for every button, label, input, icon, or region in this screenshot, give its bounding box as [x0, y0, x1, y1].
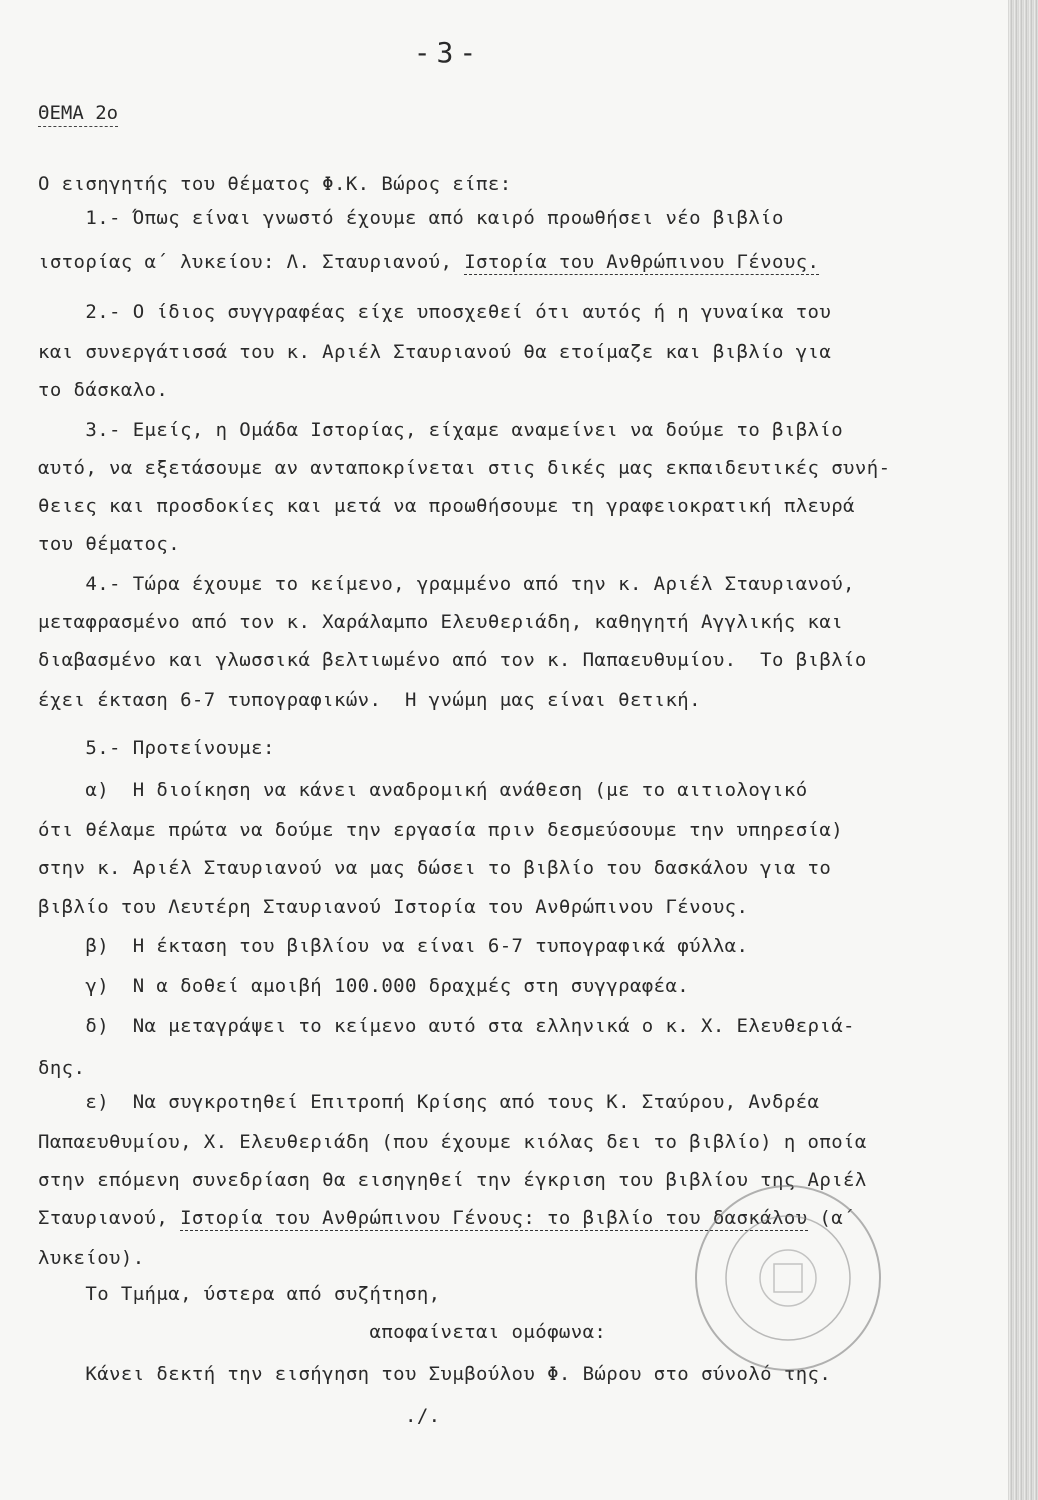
line-text: 4.- Τώρα έχουμε το κείμενο, γραμμένο από την κ. Αριέλ Σταυριανού, [38, 573, 855, 595]
text-line [38, 494, 855, 518]
text-line [38, 340, 831, 364]
line-text: ιστορίας α΄ λυκείου: Λ. Σταυριανού, [38, 251, 465, 273]
text-line [38, 648, 867, 672]
text-line [38, 1056, 85, 1080]
text-line [38, 1404, 441, 1428]
text-line [38, 778, 808, 802]
line-text: ότι θέλαμε πρώτα να δούμε την εργασία πριν δεσμεύσουμε την υπηρεσία) [38, 819, 844, 841]
text-line [38, 856, 831, 880]
line-text: έχει έκταση 6-7 τυπογραφικών. Η γνώμη μας είναι θετική. [38, 689, 701, 711]
text-line [38, 206, 784, 230]
text-line [38, 974, 689, 998]
line-text: β) Η έκταση του βιβλίου να είναι 6-7 τυπογραφικά φύλλα. [38, 935, 749, 957]
line-text: και συνεργάτισσά του κ. Αριέλ Σταυριανού θα ετοίμαζε και βιβλίο για [38, 341, 832, 363]
line-text: θειες και προσδοκίες και μετά να προωθήσουμε τη γραφειοκρατική πλευρά [38, 495, 855, 517]
line-text: Το Τμήμα, ύστερα από συζήτηση, [38, 1283, 441, 1305]
line-text: δης. [38, 1057, 86, 1079]
line-text: ε) Να συγκροτηθεί Επιτροπή Κρίσης από τους Κ. Σταύρου, Ανδρέα [38, 1091, 820, 1113]
line-text: βιβλίο του Λευτέρη Σταυριανού Ιστορία του Ανθρώπινου Γένους. [38, 896, 749, 918]
text-line [38, 895, 748, 919]
text-line [38, 456, 890, 480]
text-line [38, 1282, 441, 1306]
text-line [38, 572, 855, 596]
line-text: ./. [38, 1405, 441, 1427]
text-line [38, 532, 180, 556]
text-line [38, 1090, 819, 1114]
line-text: Ο εισηγητής του θέματος Φ.Κ. Βώρος είπε: [38, 173, 512, 195]
line-text-after: (α΄ [807, 1207, 855, 1229]
line-text: μεταφρασμένο από τον κ. Χαράλαμπο Ελευθεριάδη, καθηγητή Αγγλικής και [38, 611, 844, 633]
underlined-title: Ιστορία του Ανθρώπινου Γένους: το βιβλίο του δασκάλου [180, 1207, 808, 1229]
text-line [38, 1014, 855, 1038]
text-line [38, 1246, 145, 1270]
line-text: στην κ. Αριέλ Σταυριανού να μας δώσει το βιβλίο του δασκάλου για το [38, 857, 832, 879]
text-line [38, 172, 512, 196]
line-text: του θέματος. [38, 533, 181, 555]
text-line [38, 418, 843, 442]
line-text: διαβασμένο και γλωσσικά βελτιωμένο από τον κ. Παπαευθυμίου. Το βιβλίο [38, 649, 867, 671]
line-text: α) Η διοίκηση να κάνει αναδρομική ανάθεση (με το αιτιολογικό [38, 779, 808, 801]
line-text: αυτό, να εξετάσουμε αν ανταποκρίνεται στις δικές μας εκπαιδευτικές συνή- [38, 457, 891, 479]
text-line [38, 250, 819, 274]
official-stamp [688, 1178, 888, 1378]
text-line [38, 1320, 606, 1344]
section-heading: ΘΕΜΑ 2ο [38, 102, 118, 127]
text-line [38, 300, 831, 324]
line-text: στην επόμενη συνεδρίαση θα εισηγηθεί την έγκριση του βιβλίου της Αριέλ [38, 1169, 867, 1191]
line-text: αποφαίνεται ομόφωνα: [38, 1321, 607, 1343]
line-text: γ) Ν α δοθεί αμοιβή 100.000 δραχμές στη συγγραφέα. [38, 975, 690, 997]
book-page-edges [1008, 0, 1038, 1500]
text-line [38, 934, 748, 958]
line-text: Κάνει δεκτή την εισήγηση του Συμβούλου Φ. Βώρου στο σύνολό της. [38, 1363, 832, 1385]
text-line [38, 818, 843, 842]
line-text: Σταυριανού, [38, 1207, 181, 1229]
line-text: το δάσκαλο. [38, 379, 169, 401]
line-text: λυκείου). [38, 1247, 145, 1269]
text-line [38, 610, 843, 634]
text-line [38, 378, 168, 402]
line-text: δ) Να μεταγράψει το κείμενο αυτό στα ελληνικά ο κ. Χ. Ελευθεριά- [38, 1015, 855, 1037]
text-line [38, 1130, 867, 1154]
line-text: 2.- Ο ίδιος συγγραφέας είχε υποσχεθεί ότι αυτός ή η γυναίκα του [38, 301, 832, 323]
line-text: 3.- Εμείς, η Ομάδα Ιστορίας, είχαμε αναμείνει να δούμε το βιβλίο [38, 419, 844, 441]
underlined-title: Ιστορία του Ανθρώπινου Γένους. [464, 251, 820, 273]
page-number: -3- [413, 36, 483, 69]
line-text: 1.- Όπως είναι γνωστό έχουμε από καιρό προωθήσει νέο βιβλίο [38, 207, 784, 229]
text-line [38, 736, 275, 760]
line-text: Παπαευθυμίου, Χ. Ελευθεριάδη (που έχουμε κιόλας δει το βιβλίο) η οποία [38, 1131, 867, 1153]
line-text: 5.- Προτείνουμε: [38, 737, 275, 759]
text-line [38, 688, 701, 712]
